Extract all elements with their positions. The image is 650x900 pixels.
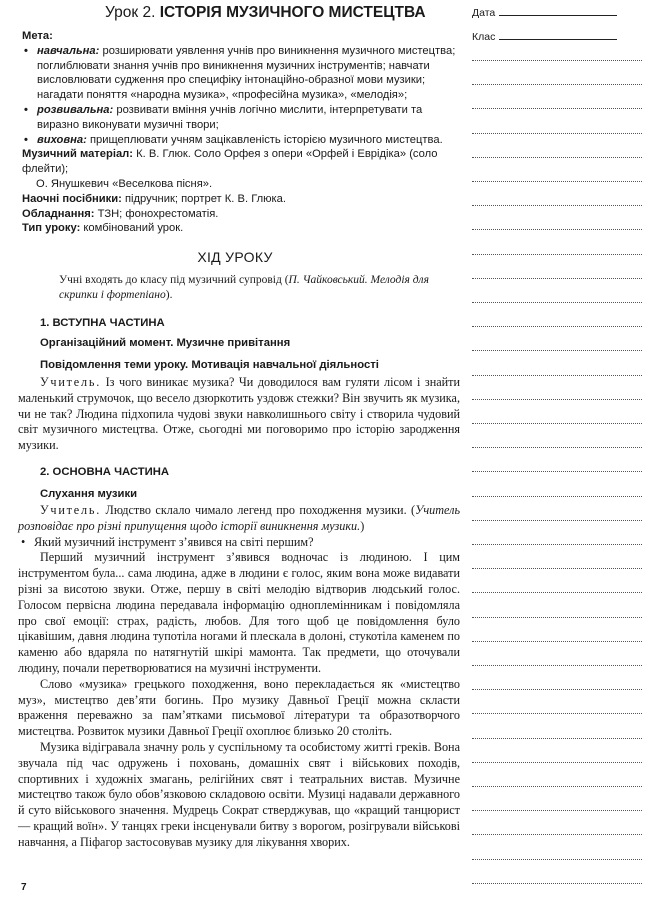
lesson-type: Тип уроку: комбінований урок. (22, 222, 184, 235)
section1-subheading-1: Організаційний момент. Музичне привітання (40, 337, 291, 349)
class-label: Клас (472, 31, 496, 43)
class-field[interactable] (472, 31, 617, 43)
note-line (472, 278, 642, 279)
note-line (472, 350, 642, 351)
note-line (472, 810, 642, 811)
note-line (472, 689, 642, 690)
note-line (472, 568, 642, 569)
note-line (472, 471, 642, 472)
section2-subheading-1: Слухання музики (40, 488, 138, 500)
note-line (472, 641, 642, 642)
note-line (472, 157, 642, 158)
music-material: Музичний матеріал: К. В. Глюк. Соло Орфея з опери «Орфей і Еврідіка» (соло флейти); (22, 148, 438, 176)
equipment: Обладнання: ТЗН; фонохрестоматія. (22, 207, 219, 220)
title-main: ІСТОРІЯ МУЗИЧНОГО МИСТЕЦТВА (159, 4, 426, 21)
date-label: Дата (472, 7, 496, 19)
note-line (472, 496, 642, 497)
page-number: 7 (21, 882, 27, 893)
note-line (472, 181, 642, 182)
section1-text: Учитель. Із чого виникає музика? Чи доводилося вам гуляти лісом і знайти маленький струмочок, що весело дзюркотить уздовж стежки? Він звучить як музика, чи не так? Людина підхопила чудові звуки навколишнього світу і створила чудовий світ музичного мистецтва. Отже, сьогодні ми поговоримо про історію зародження музики. (18, 375, 460, 453)
note-line (472, 520, 642, 521)
meta-heading: Мета: (22, 30, 53, 42)
note-line (472, 229, 642, 230)
goal-educational: • навчальна: розширювати уявлення учнів про виникнення музичного мистецтва; поглиблювати знання учнів про виникнення музичних інструментів; навчати висловлювати судження про специфіку інтонаційно-образної мови музики; нагадати поняття «народна музика», «професійна музика», «мелодія»; (22, 44, 460, 103)
note-line (472, 859, 642, 860)
section1-subheading-2: Повідомлення теми уроку. Мотивація навчальної діяльності (40, 359, 379, 371)
note-line (472, 108, 642, 109)
note-line (472, 883, 642, 884)
note-line (472, 762, 642, 763)
note-line (472, 423, 642, 424)
paragraph-3: Музика відігравала значну роль у суспільному та особистому житті греків. Вона звучала під час одружень і поховань, домашніх свят і військових походів, спортивних і художніх змагань, релігійних свят і театральних вистав. Музичне мистецтво також було обов’язковою складовою освіти. Музиці надавали державного й суто військового значення. Мудрець Сократ стверджував, що «кращий танцюрист — кращий воїн». У танцях греки інсценували битву з ворогом, розігрували військові навчання, а Піфагор застосовував музику для лікування хворих. (18, 739, 460, 849)
note-line (472, 375, 642, 376)
note-line (472, 617, 642, 618)
note-line (472, 713, 642, 714)
section2-text: Учитель. Людство склало чимало легенд про походження музики. (Учитель розповідає про різні припущення щодо історії виникнення музики.) • Який музичний інструмент з’явився на світі першим? Перший музичний інструмент з’явився водночас із людиною. І цим інструментом була... сама людина, адже в людини є голос, яким вона може видавати різні за висотою звуки. Отже, першу в світі мелодію відтворив людський голос. Голосом первісна людина передавала інформацію одноплемінникам і повідомляла про свої емоції: страх, радість, любов. Для того щоб це повідомлення було цікавішим, давня людина тупотіла ногами й плескала в долоні, стукотіла каменем по каменю або вдаряла по натягнутій шкірі мамонта. Так предмети, що оточували людину, почали перетворюватися на музичні інструменти. Слово «музика» грецького походження, воно перекладається як «мистецтво муз», мистецтво дев’яти богинь. Про музику Давньої Греції можна скласти враження переважно за пам’ятками письмової літератури та образотворчого мистецтва. Розвиток музики Давньої Греції охоплює близько 20 століть. Музика відігравала значну роль у суспільному та особистому житті греків. Вона звучала під час одружень і поховань, домашніх свят і військових походів, спортивних і художніх змагань, релігійних свят і театральних вистав. Музичне мистецтво також було обов’язковою складовою освіти. Музиці надавали державного й суто військового значення. Мудрець Сократ стверджував, що «кращий танцюрист — кращий воїн». У танцях греки інсценували битву з ворогом, розігрували військові навчання, а Піфагор застосовував музику для лікування хворих. (18, 503, 460, 851)
note-line (472, 544, 642, 545)
note-line (472, 665, 642, 666)
teacher-label: Учитель. (40, 375, 102, 389)
note-line (472, 399, 642, 400)
lesson-meta (22, 29, 460, 236)
note-line (472, 326, 642, 327)
question-bullet: • Який музичний інструмент з’явився на світі першим? (18, 535, 460, 551)
paragraph-2: Слово «музика» грецького походження, воно перекладається як «мистецтво муз», мистецтво дев’яти богинь. Про музику Давньої Греції можна скласти враження переважно за пам’ятками письмової літератури та образотворчого мистецтва. Розвиток музики Давньої Греції охоплює близько 20 століть. (18, 676, 460, 739)
note-line (472, 447, 642, 448)
note-line (472, 205, 642, 206)
section2-heading: 2. ОСНОВНА ЧАСТИНА (40, 466, 170, 478)
note-line (472, 834, 642, 835)
section1-heading: 1. ВСТУПНА ЧАСТИНА (40, 317, 165, 329)
note-line (472, 84, 642, 85)
lesson-intro: Учні входять до класу під музичний супровід (П. Чайковський. Мелодія для скрипки і фортепіано). (59, 274, 429, 302)
note-line (472, 738, 642, 739)
goal-developmental: • розвивальна: розвивати вміння учнів логічно мислити, інтерпретувати та виразно виконувати музичні твори; (22, 103, 460, 133)
note-line (472, 786, 642, 787)
paragraph-1: Перший музичний інструмент з’явився водночас із людиною. І цим інструментом була... сама людина, адже в людини є голос, яким вона може видавати різні за висотою звуки. Отже, першу в світі мелодію відтворив людський голос. Голосом первісна людина передавала інформацію одноплемінникам і повідомляла про свої емоції: страх, радість, любов. Для того щоб це повідомлення було цікавішим, давня людина тупотіла ногами й плескала в долоні, стукотіла каменем по каменю або вдаряла по натягнутій шкірі мамонта. Так предмети, що оточували людину, почали перетворюватися на музичні інструменти. (18, 550, 460, 675)
note-line (472, 133, 642, 134)
visual-aids: Наочні посібники: підручник; портрет К. В. Глюка. (22, 192, 287, 205)
music-material-2: О. Янушкевич «Веселкова пісня». (36, 177, 213, 190)
note-line (472, 254, 642, 255)
lesson-flow-heading: ХІД УРОКУ (197, 249, 273, 265)
page-title (105, 4, 426, 22)
date-field[interactable] (472, 7, 617, 19)
note-line (472, 60, 642, 61)
teacher-label-2: Учитель. (40, 503, 102, 517)
title-prefix: Урок 2. (105, 4, 156, 21)
goal-upbringing: • виховна: прищеплювати учням зацікавленість історією музичного мистецтва. (22, 133, 460, 148)
note-line (472, 302, 642, 303)
note-line (472, 592, 642, 593)
